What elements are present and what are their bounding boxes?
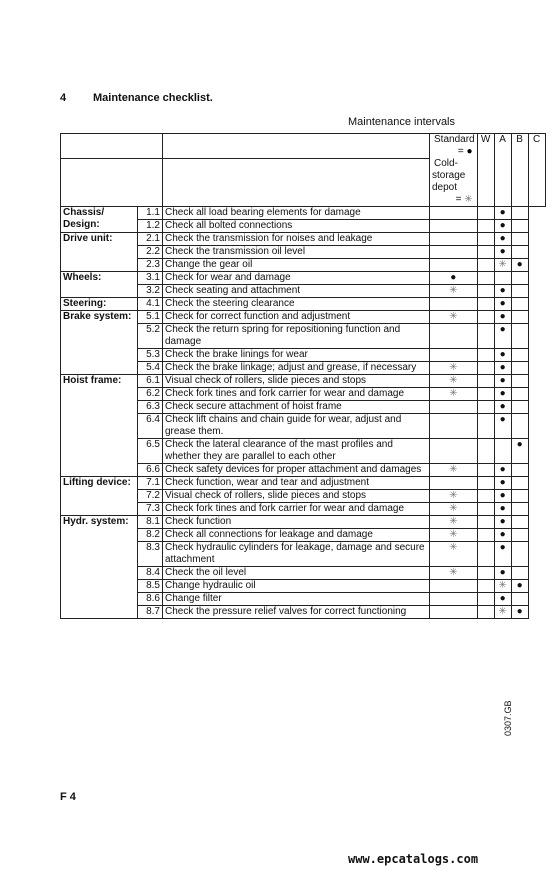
standard-dot-icon: ● [494,311,511,324]
standard-dot-icon: ● [511,606,528,619]
item-description: Check fork tines and fork carrier for wear and damage [163,503,430,516]
cold-storage-star-icon: ✳ [430,311,478,324]
checklist-row [61,311,546,324]
interval-cell-c [511,324,528,349]
item-number: 6.2 [138,388,163,401]
interval-cell-c [511,490,528,503]
standard-dot-icon: ● [494,490,511,503]
legend-row-cold [61,158,546,207]
interval-cell-w [430,593,478,606]
interval-cell-a [477,529,494,542]
cold-storage-star-icon: ✳ [430,503,478,516]
item-description: Check the transmission oil level [163,246,430,259]
interval-cell-c [511,207,528,220]
standard-dot-icon: ● [494,375,511,388]
item-number: 6.5 [138,439,163,464]
standard-dot-icon: ● [494,414,511,439]
interval-cell-a [477,259,494,272]
item-description: Check the transmission for noises and leakage [163,233,430,246]
interval-cell-a [477,567,494,580]
item-number: 6.6 [138,464,163,477]
standard-dot-icon: ● [511,259,528,272]
item-number: 7.2 [138,490,163,503]
checklist-row [61,272,546,285]
cold-storage-star-icon: ✳ [494,606,511,619]
interval-cell-a [477,593,494,606]
standard-dot-icon: ● [511,439,528,464]
standard-dot-icon: ● [494,567,511,580]
item-description: Visual check of rollers, slide pieces and stops [163,490,430,503]
interval-cell-w [430,401,478,414]
standard-dot-icon: ● [494,220,511,233]
standard-dot-icon: ● [494,388,511,401]
legend-dot-icon: ● [466,146,473,157]
item-description: Check the pressure relief valves for correct functioning [163,606,430,619]
item-number: 4.1 [138,298,163,311]
legend-eq: = [455,194,462,205]
maintenance-checklist-table [60,133,546,619]
cold-storage-star-icon: ✳ [430,388,478,401]
standard-dot-icon: ● [494,529,511,542]
standard-dot-icon: ● [494,362,511,375]
item-description: Check all bolted connections [163,220,430,233]
section-title: Maintenance checklist. [93,92,213,104]
item-description: Check hydraulic cylinders for leakage, damage and secure attachment [163,542,430,567]
item-number: 5.2 [138,324,163,349]
item-number: 8.7 [138,606,163,619]
interval-cell-a [477,401,494,414]
interval-cell-w [430,606,478,619]
interval-cell-w [430,259,478,272]
group-label: Chassis/ Design: [61,207,138,233]
item-description: Change filter [163,593,430,606]
interval-cell-w [430,298,478,311]
item-description: Check for wear and damage [163,272,430,285]
cold-storage-star-icon: ✳ [430,375,478,388]
cold-storage-star-icon: ✳ [430,490,478,503]
interval-cell-c [511,272,528,285]
interval-cell-a [477,285,494,298]
item-description: Visual check of rollers, slide pieces and stops [163,375,430,388]
cold-storage-star-icon: ✳ [430,285,478,298]
interval-cell-a [477,272,494,285]
interval-cell-b [494,439,511,464]
item-number: 3.1 [138,272,163,285]
item-description: Check the brake linings for wear [163,349,430,362]
interval-cell-a [477,298,494,311]
interval-cell-w [430,580,478,593]
section-number: 4 [60,92,67,104]
interval-cell-w [430,477,478,490]
checklist-row [61,375,546,388]
col-header-b: B [511,134,528,207]
interval-cell-a [477,580,494,593]
interval-cell-a [477,516,494,529]
group-label: Hoist frame: [61,375,138,477]
item-number: 7.1 [138,477,163,490]
item-description: Check the lateral clearance of the mast profiles and whether they are parallel to each other [163,439,430,464]
interval-cell-c [511,246,528,259]
item-description: Check function [163,516,430,529]
legend-eq: = [457,146,464,157]
legend-cell [430,134,478,159]
item-description: Check the brake linkage; adjust and grease, if necessary [163,362,430,375]
interval-cell-c [511,375,528,388]
interval-cell-c [511,503,528,516]
item-number: 8.3 [138,542,163,567]
item-number: 8.1 [138,516,163,529]
interval-cell-b [494,272,511,285]
interval-cell-c [511,401,528,414]
interval-cell-a [477,542,494,567]
item-number: 5.4 [138,362,163,375]
cold-storage-star-icon: ✳ [494,580,511,593]
checklist-row [61,516,546,529]
document-code: 0307.GB [503,700,513,736]
checklist-row [61,298,546,311]
interval-cell-c [511,298,528,311]
legend-star-icon: ✳ [464,194,473,205]
standard-dot-icon: ● [494,401,511,414]
interval-cell-c [511,593,528,606]
group-label: Brake system: [61,311,138,375]
item-description: Check the oil level [163,567,430,580]
interval-cell-c [511,464,528,477]
interval-cell-w [430,207,478,220]
interval-cell-w [430,233,478,246]
interval-cell-w [430,439,478,464]
item-description: Check all connections for leakage and damage [163,529,430,542]
section-heading [60,92,213,104]
group-label: Wheels: [61,272,138,298]
item-description: Check function, wear and tear and adjustment [163,477,430,490]
item-description: Check safety devices for proper attachment and damages [163,464,430,477]
cold-storage-star-icon: ✳ [430,529,478,542]
interval-cell-c [511,529,528,542]
legend-label: Standard [434,134,475,145]
interval-cell-a [477,388,494,401]
item-description: Check seating and attachment [163,285,430,298]
item-number: 2.3 [138,259,163,272]
interval-cell-a [477,311,494,324]
item-number: 2.1 [138,233,163,246]
group-label: Drive unit: [61,233,138,272]
interval-cell-a [477,439,494,464]
interval-cell-c [511,388,528,401]
interval-cell-a [477,503,494,516]
checklist-row [61,477,546,490]
standard-dot-icon: ● [494,477,511,490]
interval-cell-a [477,233,494,246]
interval-cell-a [477,414,494,439]
item-number: 8.2 [138,529,163,542]
interval-cell-a [477,220,494,233]
interval-cell-a [477,362,494,375]
checklist-body [61,134,546,619]
item-description: Check secure attachment of hoist frame [163,401,430,414]
interval-cell-w [430,349,478,362]
item-description: Check the return spring for repositioning function and damage [163,324,430,349]
checklist-row [61,233,546,246]
item-number: 5.3 [138,349,163,362]
standard-dot-icon: ● [494,246,511,259]
interval-cell-c [511,285,528,298]
legend-row-standard [61,134,546,159]
legend-label: Cold-storage depot [432,158,466,193]
item-description: Check fork tines and fork carrier for wear and damage [163,388,430,401]
col-header-c: C [528,134,545,207]
item-number: 6.4 [138,414,163,439]
standard-dot-icon: ● [494,516,511,529]
cold-storage-star-icon: ✳ [430,567,478,580]
interval-cell-c [511,349,528,362]
checklist-row [61,207,546,220]
standard-dot-icon: ● [494,285,511,298]
page-number: F 4 [60,791,76,803]
interval-cell-a [477,606,494,619]
item-description: Check for correct function and adjustment [163,311,430,324]
group-label: Hydr. system: [61,516,138,619]
col-header-a: A [494,134,511,207]
standard-dot-icon: ● [494,233,511,246]
standard-dot-icon: ● [494,503,511,516]
interval-cell-w [430,246,478,259]
item-description: Change hydraulic oil [163,580,430,593]
cold-storage-star-icon: ✳ [430,542,478,567]
standard-dot-icon: ● [430,272,478,285]
interval-cell-a [477,464,494,477]
standard-dot-icon: ● [494,464,511,477]
interval-cell-a [477,324,494,349]
intervals-caption: Maintenance intervals [348,116,456,128]
standard-dot-icon: ● [494,324,511,349]
interval-cell-a [477,490,494,503]
item-number: 3.2 [138,285,163,298]
interval-cell-a [477,246,494,259]
group-label: Steering: [61,298,138,311]
interval-cell-c [511,477,528,490]
interval-cell-a [477,207,494,220]
interval-cell-w [430,220,478,233]
standard-dot-icon: ● [494,593,511,606]
item-number: 1.1 [138,207,163,220]
interval-cell-c [511,311,528,324]
standard-dot-icon: ● [494,542,511,567]
item-number: 8.6 [138,593,163,606]
item-description: Check all load bearing elements for damage [163,207,430,220]
standard-dot-icon: ● [494,298,511,311]
interval-cell-c [511,567,528,580]
item-number: 8.4 [138,567,163,580]
interval-cell-c [511,220,528,233]
item-description: Check the steering clearance [163,298,430,311]
interval-cell-c [511,516,528,529]
standard-dot-icon: ● [494,207,511,220]
interval-cell-c [511,542,528,567]
col-header-w: W [477,134,494,207]
item-number: 6.3 [138,401,163,414]
standard-dot-icon: ● [494,349,511,362]
interval-cell-a [477,349,494,362]
standard-dot-icon: ● [511,580,528,593]
item-number: 7.3 [138,503,163,516]
interval-cell-a [477,375,494,388]
interval-cell-c [511,362,528,375]
item-number: 8.5 [138,580,163,593]
interval-cell-w [430,324,478,349]
cold-storage-star-icon: ✳ [430,516,478,529]
item-number: 6.1 [138,375,163,388]
cold-storage-star-icon: ✳ [494,259,511,272]
cold-storage-star-icon: ✳ [430,362,478,375]
interval-cell-c [511,233,528,246]
legend-cell [430,158,478,207]
cold-storage-star-icon: ✳ [430,464,478,477]
item-number: 2.2 [138,246,163,259]
interval-cell-a [477,477,494,490]
interval-cell-w [430,414,478,439]
item-number: 5.1 [138,311,163,324]
item-description: Check lift chains and chain guide for wear, adjust and grease them. [163,414,430,439]
item-number: 1.2 [138,220,163,233]
group-label: Lifting device: [61,477,138,516]
footer-url: www.epcatalogs.com [348,852,479,866]
item-description: Change the gear oil [163,259,430,272]
interval-cell-c [511,414,528,439]
